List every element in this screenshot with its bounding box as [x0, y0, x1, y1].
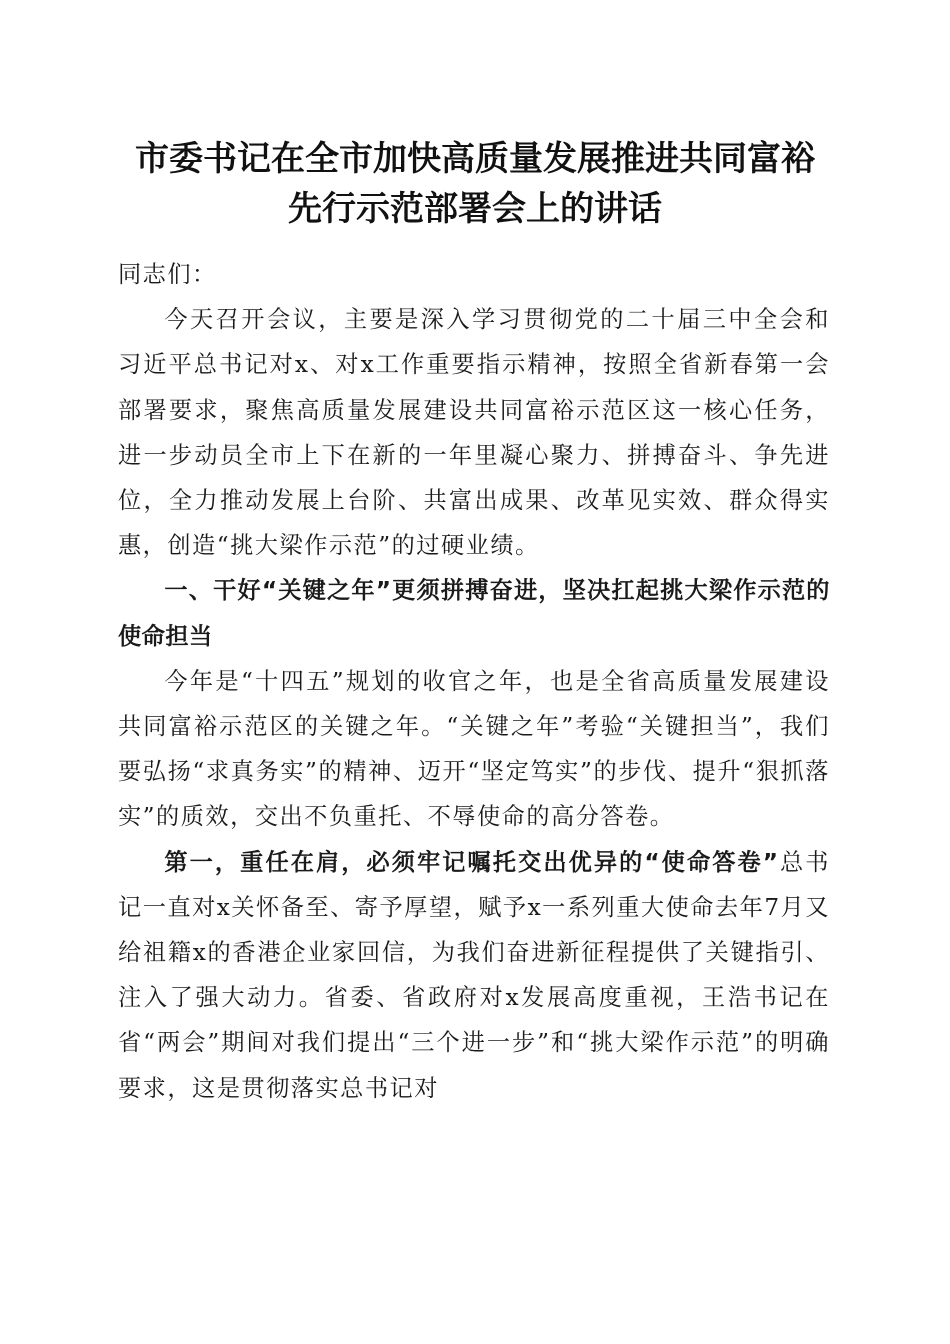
- document-body: [118, 252, 830, 1111]
- greeting: 同志们：: [118, 261, 217, 288]
- point-1-block: [118, 840, 830, 1111]
- point-1-paragraph: 总书记一直对x关怀备至、寄予厚望，赋予x一系列重大使命去年7月又给祖籍x的香港企业家回信，为我们奋进新征程提供了关键指引、注入了强大动力。省委、省政府对x发展高度重视，王浩书记在省“两会”期间对我们提出“三个进一步”和“挑大梁作示范”的明确要求，这是贯彻落实总书记对: [118, 848, 830, 1102]
- document-title: [90, 134, 860, 234]
- section-1-paragraph: 今年是“十四五”规划的收官之年，也是全省高质量发展建设共同富裕示范区的关键之年。“关键之年”考验“关键担当”，我们要弘扬“求真务实”的精神、迈开“坚定笃实”的步伐、提升“狠抓落实”的质效，交出不负重托、不辱使命的高分答卷。: [118, 667, 830, 831]
- title-line-2: 先行示范部署会上的讲话: [288, 189, 662, 229]
- point-1-heading: 第一，重任在肩，必须牢记嘱托交出优异的“使命答卷”: [164, 848, 780, 876]
- title-line-1: 市委书记在全市加快高质量发展推进共同富裕: [135, 139, 815, 179]
- intro-paragraph: 今天召开会议，主要是深入学习贯彻党的二十届三中全会和习近平总书记对x、对x工作重要指示精神，按照全省新春第一会部署要求，聚焦高质量发展建设共同富裕示范区这一核心任务，进一步动员全市上下在新的一年里凝心聚力、拼搏奋斗、争先进位，全力推动发展上台阶、共富出成果、改革见实效、群众得实惠，创造“挑大梁作示范”的过硬业绩。: [118, 306, 830, 560]
- section-1-heading: 一、干好“关键之年”更须拼搏奋进，坚决扛起挑大梁作示范的使命担当: [118, 577, 830, 650]
